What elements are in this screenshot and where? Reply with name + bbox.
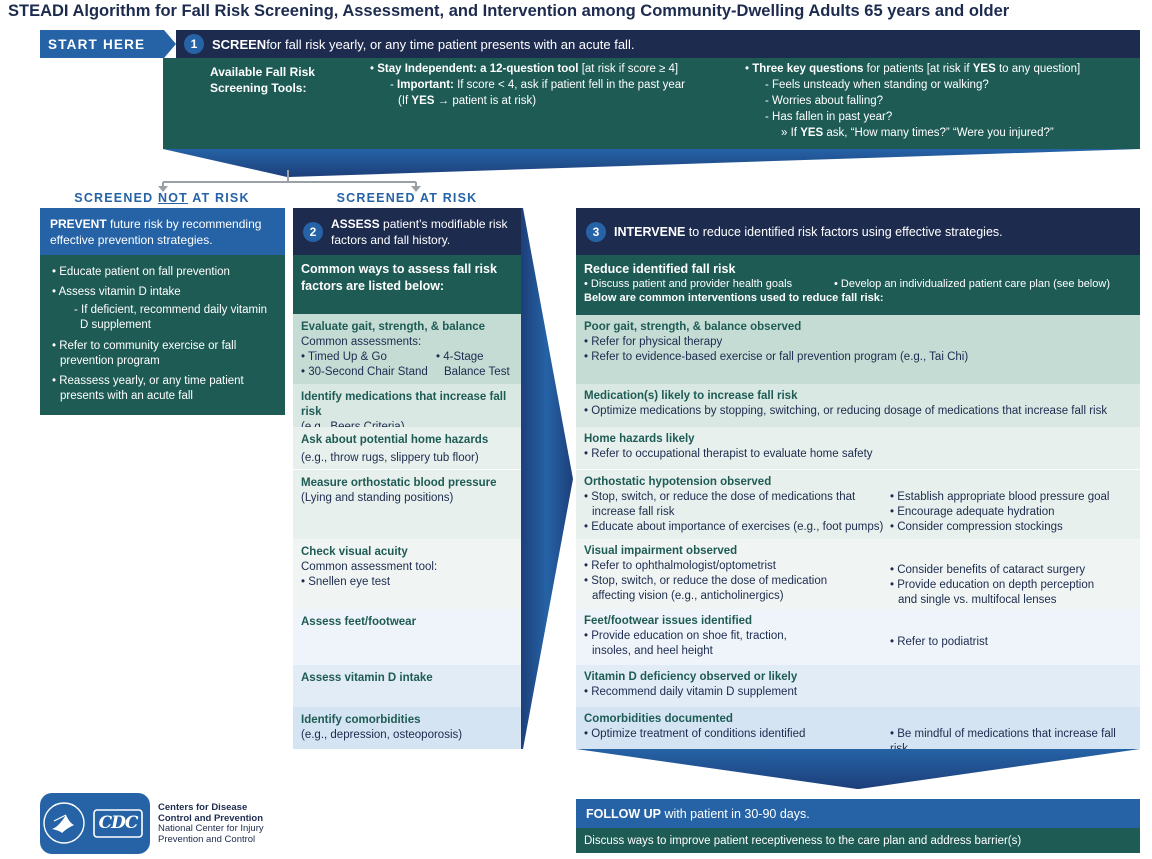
assess-orthostatic: Measure orthostatic blood pressure (Lying and standing positions) xyxy=(293,469,521,539)
intervene-feet: Feet/footwear issues identified • Provide education on shoe fit, traction, insoles, and heel height • Refer to podiatrist xyxy=(576,609,1140,665)
list-item: • Reassess yearly, or any time patient presents with an acute fall xyxy=(52,375,244,402)
intervene-subheader: Reduce identified fall risk • Discuss patient and provider health goals • Develop an individualized patient care plan (see below) Below are common interventions used to reduce fall risk: xyxy=(576,255,1140,315)
intervene-visual: Visual impairment observed • Refer to ophthalmologist/optometrist • Stop, switch, or reduce the dose of medication affecting vision (e.g., anticholinergics) • Consider benefits of cataract surgery • Provide education on depth perception and single vs. multifocal lenses xyxy=(576,539,1140,609)
stay-independent-block: • Stay Independent: a 12-question tool [at risk if score ≥ 4] - Important: If score < 4, ask if patient fell in the past year (If YES → patient is at risk) xyxy=(370,63,685,107)
assess-medications: Identify medications that increase fall risk xyxy=(293,384,521,427)
intervene-header: 3 INTERVENE to reduce identified risk factors using effective strategies. xyxy=(576,208,1140,255)
screen-rest: for fall risk yearly, or any time patient presents with an acute fall. xyxy=(266,36,635,52)
assess-subheader: Common ways to assess fall risk factors are listed below: xyxy=(293,255,521,314)
assess-header: 2 ASSESS patient’s modifiable risk factors and fall history. xyxy=(293,208,521,255)
intervene-home: Home hazards likely • Refer to occupational therapist to evaluate home safety xyxy=(576,427,1140,469)
step-2-number: 2 xyxy=(303,222,323,242)
list-item: • Educate patient on fall prevention xyxy=(52,266,230,278)
intervene-comorbidities: Comorbidities documented • Optimize treatment of conditions identified • Be mindful of medications that increase fall xyxy=(576,707,1140,749)
assess-comorbidities: Identify comorbidities (e.g., depression, osteoporosis) xyxy=(293,707,521,749)
step-1-number: 1 xyxy=(184,34,204,54)
list-item: • Refer to community exercise or fall prevention program xyxy=(52,340,237,367)
assess-visual: Check visual acuity Common assessment tool: • Snellen eye test xyxy=(293,539,521,609)
list-sub-item: - If deficient, recommend daily vitamin D supplement xyxy=(74,304,268,331)
cdc-name: Centers for Disease Control and Prevention National Center for Injury Prevention and Control xyxy=(158,802,264,845)
step-3-number: 3 xyxy=(586,222,606,242)
screen-bold: SCREEN xyxy=(212,36,267,52)
start-here-label: START HERE xyxy=(40,30,164,58)
screen-header xyxy=(176,30,1140,58)
screening-tools-panel xyxy=(163,58,1140,149)
assess-vitamin-d: Assess vitamin D intake xyxy=(293,665,521,707)
intervene-vitamin-d: Vitamin D deficiency observed or likely • Recommend daily vitamin D supplement xyxy=(576,665,1140,707)
prevent-list xyxy=(40,255,285,415)
list-item: • Assess vitamin D intake xyxy=(52,286,181,298)
screened-at-risk-label: SCREENED AT RISK xyxy=(336,191,478,205)
page-title: STEADI Algorithm for Fall Risk Screening, Assessment, and Intervention among Community-Dwelling Adults 65 years and older xyxy=(8,2,1010,20)
assess-home-hazards: Ask about potential home hazards (e.g., throw rugs, slippery tub floor) xyxy=(293,427,521,469)
screening-tools-label: Available Fall Risk Screening Tools: xyxy=(210,65,315,95)
assess-to-intervene-arrow xyxy=(521,208,575,750)
cdc-logo-text: CDC xyxy=(98,813,138,833)
assess-feet: Assess feet/footwear xyxy=(293,609,521,665)
follow-up-header: FOLLOW UP with patient in 30-90 days. xyxy=(576,799,1140,828)
assess-gait: Evaluate gait, strength, & balance Common assessments: • Timed Up & Go • 30-Second Chair Stand • 4-Stage Balance Test xyxy=(293,314,521,384)
start-here-arrow xyxy=(164,30,176,58)
screened-not-at-risk-label: SCREENED NOT AT RISK xyxy=(74,191,250,205)
intervene-gait: Poor gait, strength, & balance observed • Refer for physical therapy • Refer to evidence-based exercise or fall prevention program (e.g., Tai Chi) xyxy=(576,315,1140,384)
three-key-questions-block: • Three key questions for patients [at risk if YES to any question] - Feels unsteady when standing or walking? - Worries about falling? - Has fallen in past year? » If YES ask, “How many times?” “Were you injured?” xyxy=(745,63,1081,139)
intervene-medications: Medication(s) likely to increase fall risk • Optimize medications by stopping, switching, or reducing dosage of medications that increase fall risk xyxy=(576,384,1140,427)
follow-up-body: Discuss ways to improve patient receptiveness to the care plan and address barrier(s) xyxy=(576,828,1140,853)
intervene-orthostatic: Orthostatic hypotension observed • Stop, switch, or reduce the dose of medications that increase fall risk • Educate about importance of exercises (e.g., foot pumps) • Establish appropriate blood pressure goal • Encourage adequate hydration • Consider compression stockings xyxy=(576,469,1140,539)
intervene-funnel xyxy=(576,749,1140,793)
prevent-header: PREVENT future risk by recommending effective prevention strategies. xyxy=(40,208,285,255)
hhs-cdc-logo xyxy=(40,793,150,854)
